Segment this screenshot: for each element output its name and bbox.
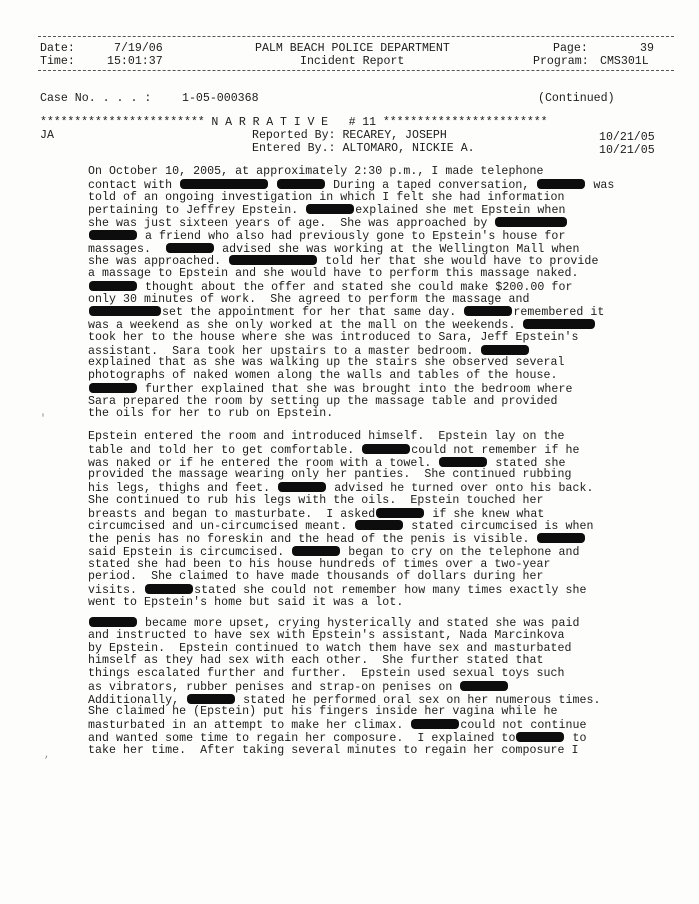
redaction-bar [481,345,529,355]
redaction-bar [495,217,567,227]
redaction-bar [516,732,564,742]
narrative-line: massages. advised she was working at the Wellington Mall when [88,242,580,256]
redaction-bar [537,533,585,543]
redaction-bar [187,694,235,704]
narrative-line: his legs, thighs and feet. advised he turned over onto his back. [88,482,594,495]
narrative-line: things escalated further and further. Epstein used sexual toys such [88,667,565,680]
date-label: Date: [40,42,75,55]
time-value: 15:01:37 [107,55,163,68]
narrative-line: was naked or if he entered the room with a towel. stated she [88,456,566,470]
narrative-line: and wanted some time to regain her composure. I explained to to [88,731,587,745]
narrative-line: set the appointment for her that same day. remembered it [88,306,618,319]
case-number-label: Case No. . . . : [40,92,159,105]
narrative-line: said Epstein is circumcised. began to cry on the telephone and [88,545,580,559]
redaction-bar [355,520,403,530]
narrative-line: himself as they had sex with each other. She further stated that [88,654,544,668]
narrative-line: Additionally, stated he performed oral sex on her numerous times. [88,693,601,707]
narrative-line: contact with During a taped conversation, was [88,178,615,192]
narrative-line: Sara prepared the room by setting up the massage table and provided [88,394,558,408]
reported-date: 10/21/05 [599,131,655,144]
narrative-paragraph-1 [88,166,618,421]
narrative-line: circumcised and un-circumcised meant. stated circumcised is when [88,520,594,534]
narrative-line: She claimed he (Epstein) put his fingers inside her vagina while he [88,705,558,719]
page-label: Page: [553,42,588,55]
case-number: 1-05-000368 [182,92,259,105]
program-label: Program: [533,55,589,68]
department-name: PALM BEACH POLICE DEPARTMENT [255,42,450,55]
narrative-line: On October 10, 2005, at approximately 2:30 p.m., I made telephone [88,165,544,178]
narrative-line: as vibrators, rubber penises and strap-on penises on [88,681,618,694]
narrative-line: only 30 minutes of work. She agreed to perform the massage and [88,292,530,306]
narrative-line: photographs of naked women along the walls and tables of the house. [88,369,558,382]
header-bottom-rule [38,70,674,71]
narrative-line: went to Epstein's home but said it was a lot. [88,595,404,609]
narrative-line: became more upset, crying hysterically and stated she was paid [88,617,618,630]
scan-mark: ' [40,414,47,425]
redaction-bar [166,243,214,253]
narrative-line: thought about the offer and stated she could make $200.00 for [88,281,618,294]
narrative-line: further explained that she was brought into the bedroom where [88,383,618,396]
narrative-line: visits. stated she could not remember how many times exactly she [88,584,587,597]
reported-by: Reported By: RECAREY, JOSEPH [252,129,447,142]
narrative-line: table and told her to get comfortable. could not remember if he [88,443,580,457]
header-top-rule [38,36,674,37]
narrative-line: breasts and began to masturbate. I asked if she knew what [88,507,545,521]
narrative-paragraph-3 [88,617,618,757]
narrative-line: masturbated in an attempt to make her climax. could not continue [88,719,587,732]
narrative-line: Epstein entered the room and introduced himself. Epstein lay on the [88,430,565,443]
redaction-bar [464,306,512,316]
narrative-line: took her to the house where she was introduced to Sara, Jeff Epstein's [88,330,579,344]
narrative-line: pertaining to Jeffrey Epstein. explained she met Epstein when [88,204,566,218]
narrative-line: stated she had been to his house hundreds of times over a two-year [88,557,551,571]
redaction-bar [306,204,354,214]
time-label: Time: [40,55,75,68]
redaction-bar [229,255,317,265]
narrative-line: told of an ongoing investigation in which I felt she had information [88,190,565,204]
redaction-bar [89,281,137,291]
redaction-bar [180,179,268,189]
narrative-banner: ************************ N A R R A T I V E # 11 ************************ [40,116,548,129]
redaction-bar [89,383,137,393]
narrative-line: a friend who also had previously gone to Epstein's house for [88,230,618,243]
narrative-left-code: JA [40,129,54,142]
narrative-line: provided the massage wearing only her panties. She continued rubbing [88,468,572,482]
redaction-bar [439,457,487,467]
narrative-line: She continued to rub his legs with the oils. Epstein touched her [88,493,544,507]
narrative-line: she was just sixteen years of age. She was approached by [88,217,618,230]
redaction-bar [376,508,424,518]
redaction-bar [362,444,410,454]
narrative-line: period. She claimed to have made thousands of dollars during her [88,570,544,584]
redaction-bar [145,584,193,594]
redaction-bar [537,179,585,189]
scan-mark: , [44,750,51,761]
date-value: 7/19/06 [114,42,163,55]
redaction-bar [89,617,137,627]
narrative-line: take her time. After taking several minutes to regain her composure I [88,743,579,757]
narrative-line: assistant. Sara took her upstairs to a master bedroom. [88,345,618,358]
narrative-line: the oils for her to rub on Epstein. [88,407,334,421]
page-number: 39 [640,42,654,55]
narrative-line: and instructed to have sex with Epstein's assistant, Nada Marcinkova [88,628,565,642]
redaction-bar [460,681,508,691]
redaction-bar [278,482,326,492]
narrative-line: was a weekend as she only worked at the mall on the weekends. [88,319,618,332]
report-type: Incident Report [300,55,405,68]
program-code: CMS301L [600,55,649,68]
entered-date: 10/21/05 [599,144,655,157]
narrative-line: the penis has no foreskin and the head of the penis is visible. [88,533,618,546]
redaction-bar [277,179,325,189]
narrative-line: a massage to Epstein and she would have to perform this massage naked. [88,267,579,280]
continued-label: (Continued) [538,92,615,105]
narrative-paragraph-2 [88,431,618,610]
narrative-line: explained that as she was walking up the stairs she observed several [88,356,565,370]
narrative-line: she was approached. told her that she would have to provide [88,255,599,269]
redaction-bar [89,230,137,240]
narrative-line: by Epstein. Epstein continued to watch them have sex and masturbated [88,641,572,655]
entered-by: Entered By.: ALTOMARO, NICKIE A. [252,142,475,155]
redaction-bar [523,319,595,329]
redaction-bar [89,306,161,316]
redaction-bar [292,546,340,556]
redaction-bar [411,719,459,729]
